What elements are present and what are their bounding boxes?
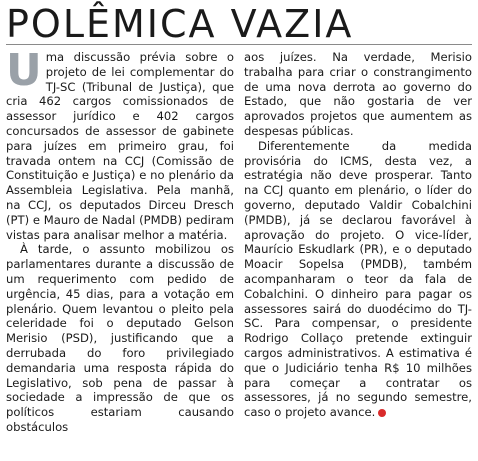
end-marker-dot — [378, 409, 386, 417]
paragraph-text: Diferentemente da medida provisória do ICMS, desta vez, a estratégia não deve prosperar. Tanto na CCJ quanto em plenário, o líder do governo, deputado Valdir Cobalchini (PMDB), já se declarou favorável à aprovação do projeto. O vice-líder, Maurício Eskudlark (PR), e o deputado Moacir Sopelsa (PMDB), também acompanharam o teor da fala de Cobalchini. O dinheiro para pagar os assessores sairá do duodécimo do TJ-SC. Para compensar, o presidente Rodrigo Collaço pretende extinguir cargos administrativos. A estimativa é que o Judiciário tenha R$ 10 milhões para começar a contratar os assessores, já no segundo semestre, caso o projeto avance. — [244, 138, 472, 420]
paragraph-text: ma discussão prévia sobre o projeto de lei complementar do TJ-SC (Tribunal de Justiça), que cria 462 cargos comissionados de assessor jurídico e 402 cargos concursados de assessor de gabinete para juízes em primeiro grau, foi travada ontem na CCJ (Comissão de Constituição e Justiça) e no plenário da Assembleia Legislativa. Pela manhã, na CCJ, os deputados Dirceu Dresch (PT) e Mauro de Nadal (PMDB) pediram vistas para analisar melhor a matéria. — [6, 50, 234, 242]
paragraph — [244, 139, 472, 420]
headline: POLÊMICA VAZIA — [6, 2, 354, 46]
headline-rule — [6, 44, 472, 45]
paragraph — [6, 50, 234, 242]
column-left — [6, 50, 234, 458]
paragraph: aos juízes. Na verdade, Merisio trabalha para criar o constrangimento de uma nova derrota ao governo do Estado, que não gostaria de ver aprovados projetos que aumentem as despesas públicas. — [244, 50, 472, 138]
drop-cap: U — [6, 50, 42, 96]
column-right — [244, 50, 472, 458]
article-body — [6, 50, 472, 458]
paragraph: À tarde, o assunto mobilizou os parlamentares durante a discussão de um requerimento com pedido de urgência, 45 dias, para a votação em plenário. Quem levantou o pleito pela celeridade foi o deputado Gelson Merisio (PSD), justificando que a derrubada do foro privilegiado demandaria uma resposta rápida do Legislativo, sob pena de passar à sociedade a impressão de que os políticos estariam causando obstáculos — [6, 242, 234, 434]
